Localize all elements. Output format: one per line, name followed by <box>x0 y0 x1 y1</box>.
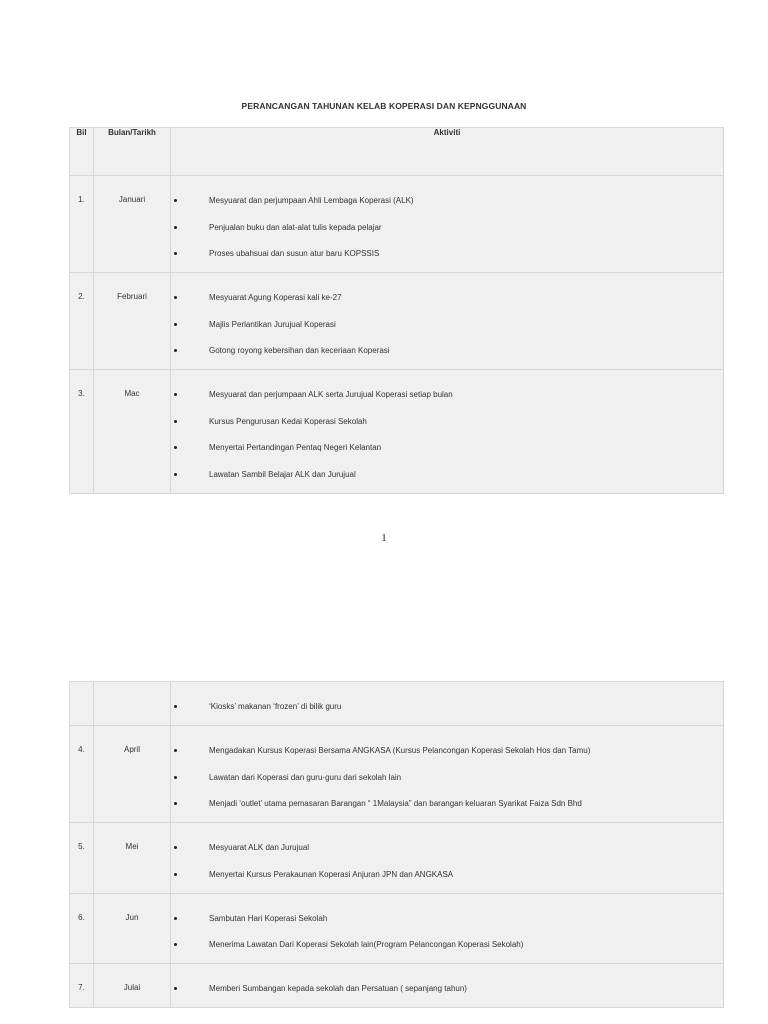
table-row <box>70 682 724 726</box>
table-row <box>70 370 724 494</box>
table-body <box>70 176 724 494</box>
activity-item: Gotong royong kebersihan dan keceriaan Koperasi <box>171 345 723 356</box>
row-number: 1. <box>70 176 94 273</box>
row-month: Mei <box>94 823 171 894</box>
activity-list <box>171 842 723 880</box>
activity-item: Lawatan Sambil Belajar ALK dan Jurujual <box>171 469 723 480</box>
activity-list <box>171 389 723 480</box>
activity-item: Menyertai Pertandingan Pentaq Negeri Kelantan <box>171 442 723 453</box>
row-month: Julai <box>94 964 171 1008</box>
table-row <box>70 893 724 964</box>
header-bulan-tarikh: Bulan/Tarikh <box>94 128 171 176</box>
activity-item: Lawatan dari Koperasi dan guru-guru dari sekolah lain <box>171 772 723 783</box>
activity-list <box>171 195 723 259</box>
table-row <box>70 726 724 823</box>
row-month: April <box>94 726 171 823</box>
activity-item: Menyertai Kursus Perakaunan Koperasi Anjuran JPN dan ANGKASA <box>171 869 723 880</box>
row-activities <box>171 964 724 1008</box>
table-row <box>70 964 724 1008</box>
activity-list <box>171 292 723 356</box>
row-month: Jun <box>94 893 171 964</box>
table-body <box>70 682 724 1008</box>
row-activities <box>171 370 724 494</box>
activity-list <box>171 983 723 994</box>
page-number: 1 <box>381 532 387 544</box>
row-month: Januari <box>94 176 171 273</box>
row-number: 3. <box>70 370 94 494</box>
table-row <box>70 176 724 273</box>
activity-item: Mesyuarat dan perjumpaan ALK serta Jurujual Koperasi setiap bulan <box>171 389 723 400</box>
row-activities <box>171 726 724 823</box>
row-number: 7. <box>70 964 94 1008</box>
activity-item: Proses ubahsuai dan susun atur baru KOPSSIS <box>171 248 723 259</box>
row-number: 2. <box>70 273 94 370</box>
row-month: Mac <box>94 370 171 494</box>
document-title: PERANCANGAN TAHUNAN KELAB KOPERASI DAN KEPNGGUNAAN <box>241 101 527 111</box>
header-bil: Bil <box>70 128 94 176</box>
activity-item: Sambutan Hari Koperasi Sekolah <box>171 913 723 924</box>
activity-item: Mengadakan Kursus Koperasi Bersama ANGKASA (Kursus Pelancongan Koperasi Sekolah Hos dan Tamu) <box>171 745 723 756</box>
activity-item: ‘Kiosks’ makanan ‘frozen’ di bilik guru <box>171 701 723 712</box>
row-month: Februari <box>94 273 171 370</box>
table-row <box>70 823 724 894</box>
row-activities <box>171 893 724 964</box>
row-number: 4. <box>70 726 94 823</box>
row-activities <box>171 176 724 273</box>
activity-item: Mesyuarat dan perjumpaan Ahli Lembaga Koperasi (ALK) <box>171 195 723 206</box>
row-month <box>94 682 171 726</box>
activity-item: Mesyuarat ALK dan Jurujual <box>171 842 723 853</box>
table-row <box>70 273 724 370</box>
header-aktiviti: Aktiviti <box>171 128 724 176</box>
activity-item: Menjadi ‘outlet’ utama pemasaran Barangan “ 1Malaysia” dan barangan keluaran Syarikat Faiza Sdn Bhd <box>171 798 723 809</box>
activity-item: Menerima Lawatan Dari Koperasi Sekolah lain(Program Pelancongan Koperasi Sekolah) <box>171 939 723 950</box>
row-activities <box>171 823 724 894</box>
activity-list <box>171 745 723 809</box>
row-number: 5. <box>70 823 94 894</box>
activity-item: Mesyuarat Agung Koperasi kali ke-27 <box>171 292 723 303</box>
activity-list <box>171 701 723 712</box>
activity-item: Penjualan buku dan alat-alat tulis kepada pelajar <box>171 222 723 233</box>
activity-item: Majlis Perlantikan Jurujual Koperasi <box>171 319 723 330</box>
row-activities <box>171 273 724 370</box>
activity-table-page-2 <box>69 681 724 1008</box>
row-number: 6. <box>70 893 94 964</box>
row-number <box>70 682 94 726</box>
activity-item: Memberi Sumbangan kepada sekolah dan Persatuan ( sepanjang tahun) <box>171 983 723 994</box>
activity-list <box>171 913 723 951</box>
row-activities <box>171 682 724 726</box>
activity-table-page-1 <box>69 127 724 494</box>
activity-item: Kursus Pengurusan Kedai Koperasi Sekolah <box>171 416 723 427</box>
table-header-row <box>70 128 724 176</box>
